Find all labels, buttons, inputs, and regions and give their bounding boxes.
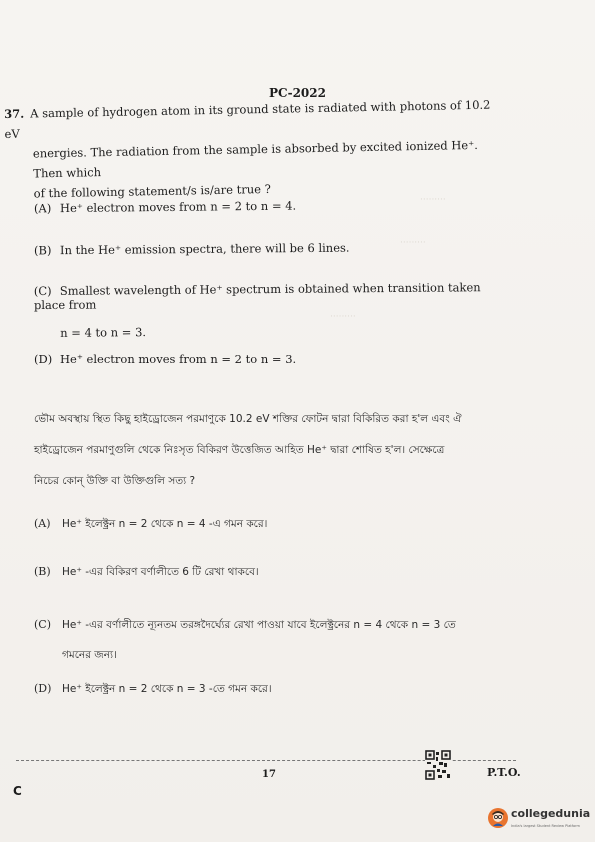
option-text: He⁺ ইলেক্ট্রন n = 2 থেকে n = 4 -এ গমন করে। [62, 518, 268, 530]
option-label: (B) [33, 243, 52, 258]
page-number: 17 [262, 769, 276, 780]
option-label: (C) [33, 283, 52, 299]
option-text-continued: n = 4 to n = 3. [60, 325, 147, 340]
question-english [4, 94, 506, 204]
question-text-line: of the following statement/s is/are true ? [33, 181, 271, 201]
qr-code-icon [425, 750, 451, 780]
option-label: (A) [33, 201, 52, 216]
option-c-english [34, 280, 514, 340]
question-text-line: ভৌম অবস্থায় স্থিত কিছু হাইড্রোজেন পরমাণুকে 10.2 eV শক্তির ফোটন দ্বারা বিকিরিত করা হ'ল এবং ঐ [34, 413, 462, 425]
question-text-line: হাইড্রোজেন পরমাণুগুলি থেকে নিঃসৃত বিকিরণ উত্তেজিত আহিত He⁺ দ্বারা শোষিত হ'ল। সেক্ষেত্রে [34, 444, 445, 456]
question-text-line: A sample of hydrogen atom in its ground state is radiated with photons of 10.2 eV [4, 97, 491, 141]
option-text: He⁺ electron moves from n = 2 to n = 4. [59, 198, 297, 216]
bleed-through-mark: ········· [420, 195, 446, 205]
bleed-through-mark: ········· [330, 312, 356, 322]
option-text: He⁺ -এর বিকিরণ বর্ণালীতে 6 টি রেখা থাকবে। [62, 566, 259, 578]
brand-watermark [487, 803, 592, 839]
option-d-bengali [34, 682, 510, 699]
option-d-english [34, 352, 296, 366]
option-text: Smallest wavelength of He⁺ spectrum is obtained when transition taken place from [33, 280, 481, 313]
option-label: (A) [34, 517, 51, 530]
option-label: (C) [34, 618, 51, 631]
question-bengali [34, 404, 510, 497]
brand-tagline: India's largest Student Review Platform [511, 824, 580, 828]
option-label: (D) [34, 352, 53, 366]
option-text: In the He⁺ emission spectra, there will be 6 lines. [59, 240, 350, 258]
option-a-bengali [34, 517, 510, 534]
option-b-bengali [34, 565, 510, 582]
question-text-line: energies. The radiation from the sample is absorbed by excited ionized He⁺. Then which [32, 137, 479, 181]
option-label: (D) [34, 682, 52, 695]
brand-name: collegedunia [511, 807, 591, 820]
option-a-english [34, 199, 296, 216]
option-text: He⁺ electron moves from n = 2 to n = 3. [60, 352, 297, 366]
brand-avatar-icon [487, 807, 509, 829]
option-text: He⁺ ইলেক্ট্রন n = 2 থেকে n = 3 -তে গমন করে। [62, 683, 272, 695]
question-number: 37. [4, 106, 25, 121]
option-text-continued: গমনের জন্য। [62, 649, 117, 661]
option-label: (B) [34, 565, 51, 578]
please-turn-over: P.T.O. [487, 766, 521, 779]
question-text-line: নিচের কোন্ উক্তি বা উক্তিগুলি সত্য ? [34, 475, 196, 487]
paper-set-letter: C [13, 784, 22, 798]
bleed-through-mark: ········· [400, 238, 426, 248]
option-c-bengali [34, 610, 510, 670]
option-text: He⁺ -এর বর্ণালীতে ন্যূনতম তরঙ্গদৈর্ঘ্যের রেখা পাওয়া যাবে ইলেক্ট্রনের n = 4 থেকে n = 3 তে [62, 619, 456, 631]
paper-code: PC-2022 [269, 86, 326, 100]
option-b-english [34, 241, 350, 258]
